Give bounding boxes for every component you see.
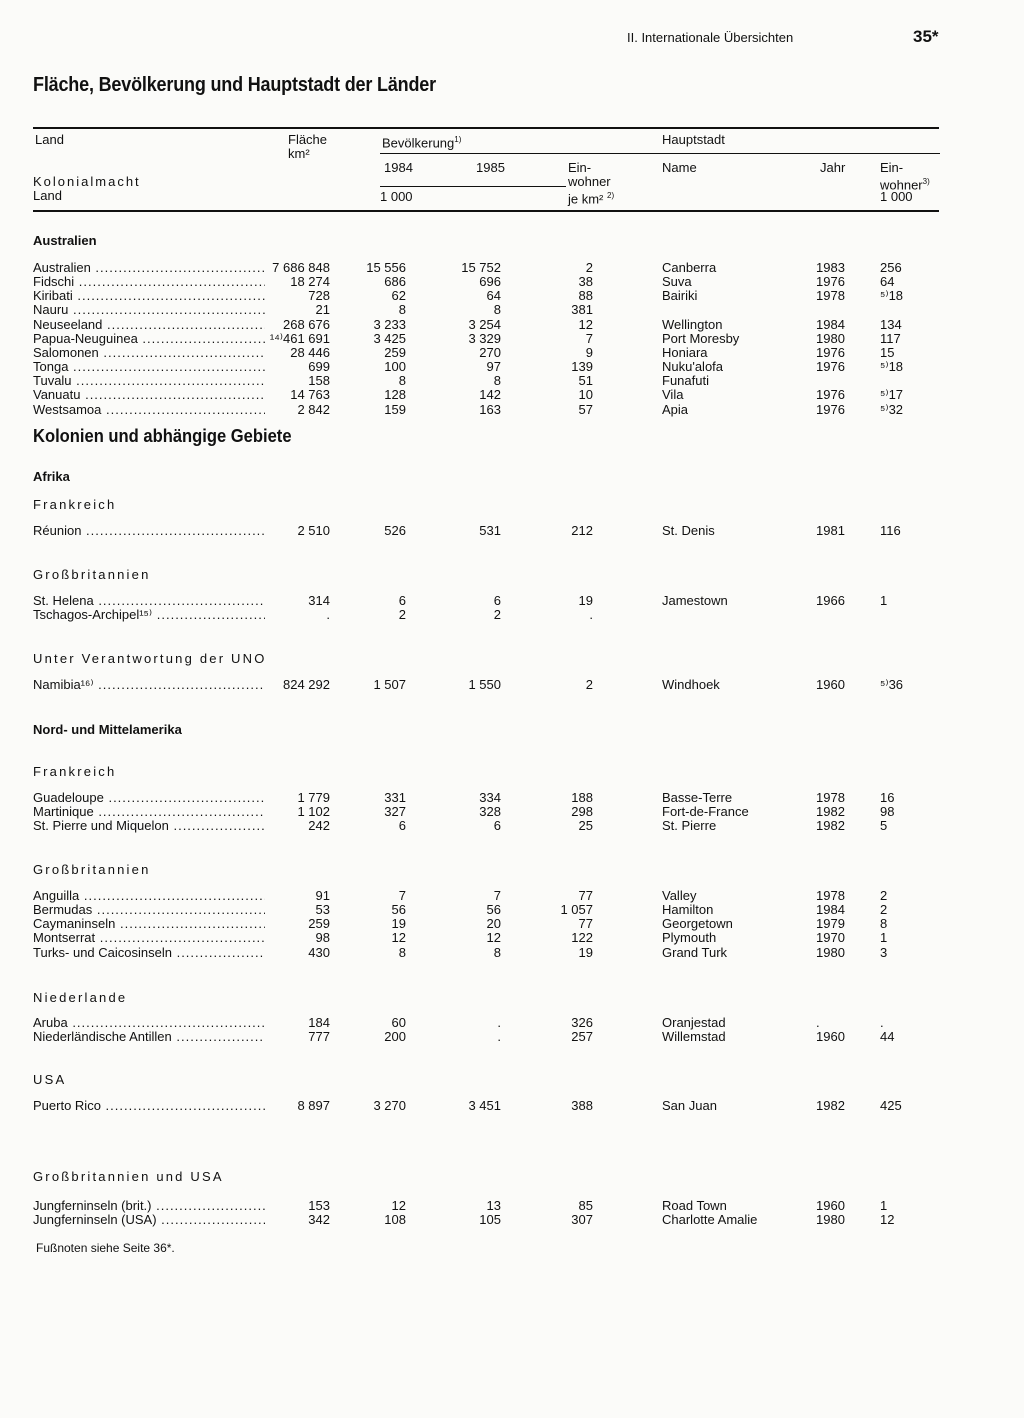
row-area: 28 446 [290, 344, 330, 360]
row-density: 12 [578, 316, 593, 332]
row-country: Puerto Rico ..... [33, 1099, 265, 1113]
row-capital-year: 1978 [816, 288, 845, 304]
table-row [0, 946, 1024, 960]
row-density: 38 [578, 274, 593, 290]
row-pop-1985: 64 [486, 288, 501, 304]
table-row [0, 594, 1024, 608]
row-capital-year: 1976 [816, 401, 845, 417]
row-capital-inhabitants: 256 [880, 260, 902, 275]
row-capital-inhabitants: ⁵⁾18 [880, 288, 904, 304]
row-area: 2 842 [297, 401, 330, 417]
row-capital-inhabitants: 16 [880, 790, 895, 805]
row-density: 51 [578, 373, 593, 389]
row-area: 14 763 [290, 387, 330, 403]
row-country: Salomonen ..... [33, 346, 265, 360]
table-row [0, 1030, 1024, 1044]
row-density: . [589, 607, 593, 623]
footnote-marker: 2) [607, 191, 615, 200]
table-row [0, 524, 1024, 538]
footnote-marker: 1) [454, 135, 462, 144]
row-country: Réunion ..... [33, 524, 265, 538]
col-1985: 1985 [476, 160, 505, 175]
col-inh-1: Ein- [880, 160, 904, 175]
table-row [0, 819, 1024, 833]
row-pop-1985: 56 [486, 902, 501, 918]
row-density: 326 [571, 1015, 593, 1030]
table-row [0, 374, 1024, 388]
row-pop-1985: . [497, 1015, 501, 1030]
row-capital: Fort-de-France [662, 804, 749, 820]
row-capital-year: 1984 [816, 902, 845, 918]
row-capital: Bairiki [662, 288, 698, 304]
row-country: Neuseeland ..... [33, 318, 265, 332]
row-density: 212 [571, 523, 593, 538]
row-capital-inhabitants: . [880, 1015, 884, 1030]
row-density: 57 [578, 401, 593, 417]
row-pop-1985: 20 [486, 916, 501, 932]
row-area: 777 [308, 1029, 330, 1045]
row-density: 10 [578, 387, 593, 403]
row-country: Niederländische Antillen ..... [33, 1030, 265, 1044]
row-pop-1985: 6 [493, 818, 501, 834]
top-rule [33, 127, 939, 129]
row-area: 268 676 [283, 316, 330, 332]
row-pop-1985: 3 254 [468, 316, 501, 332]
col-1984: 1984 [384, 160, 413, 175]
row-country: Aruba ..... [33, 1016, 265, 1030]
row-capital: Oranjestad [662, 1015, 726, 1030]
table-row [0, 303, 1024, 317]
row-density: 2 [585, 677, 593, 692]
row-pop-1984: 15 556 [366, 260, 406, 275]
col-bevoelkerung [382, 133, 461, 150]
row-capital-inhabitants: 2 [880, 888, 888, 903]
table-row [0, 805, 1024, 819]
row-pop-1984: 8 [398, 944, 406, 960]
table-row [0, 388, 1024, 402]
row-country: Anguilla ..... [33, 889, 265, 903]
col-inh-label: wohner [880, 177, 923, 193]
row-country: Caymaninseln ..... [33, 917, 265, 931]
row-density: 88 [578, 288, 593, 304]
group-grossbritannien: Großbritannien [33, 862, 151, 877]
row-pop-1985: 334 [479, 790, 501, 805]
col-flaeche: Fläche [288, 132, 328, 147]
row-area: 430 [308, 944, 330, 960]
row-capital-year: 1982 [816, 818, 845, 834]
row-country: Australien ..... [33, 261, 265, 275]
row-pop-1985: 531 [479, 523, 501, 538]
row-capital-inhabitants: 116 [880, 523, 901, 538]
row-density: 25 [578, 818, 593, 834]
row-capital: Valley [662, 888, 697, 903]
row-capital: San Juan [662, 1098, 717, 1113]
row-capital: Apia [662, 401, 689, 417]
row-area: 259 [308, 916, 330, 932]
row-country: Westsamoa ..... [33, 403, 265, 417]
col-hauptstadt: Hauptstadt [662, 132, 725, 147]
row-capital-year: 1976 [816, 274, 845, 290]
col-bevoelkerung-label: Bevölkerung [382, 135, 455, 151]
row-capital: Canberra [662, 260, 717, 275]
row-capital: Windhoek [662, 677, 720, 692]
row-area: 153 [308, 1198, 330, 1213]
row-capital-inhabitants: 8 [880, 916, 888, 932]
table-row [0, 403, 1024, 417]
row-area: 699 [308, 359, 330, 375]
row-country: Martinique ..... [33, 805, 265, 819]
row-capital-year: 1982 [816, 1098, 845, 1113]
row-density: 381 [571, 302, 593, 318]
row-capital-year: 1966 [816, 593, 845, 608]
row-pop-1984: 8 [398, 302, 406, 318]
row-capital-year: 1960 [816, 1198, 845, 1213]
row-pop-1984: 686 [384, 274, 406, 290]
row-capital-inhabitants: 3 [880, 944, 888, 960]
row-country: Fidschi ..... [33, 275, 265, 289]
row-area: 8 897 [297, 1098, 330, 1113]
row-capital: Jamestown [662, 593, 728, 608]
row-capital-year: 1984 [816, 316, 845, 332]
row-area: 7 686 848 [272, 260, 330, 275]
row-density: 77 [578, 916, 593, 932]
table-row [0, 360, 1024, 374]
row-capital-inhabitants: ⁵⁾36 [880, 677, 904, 692]
row-country: Papua-Neuguinea ..... [33, 332, 265, 346]
table-row [0, 917, 1024, 931]
row-pop-1985: 12 [486, 930, 501, 946]
group-uno: Unter Verantwortung der UNO [33, 651, 267, 666]
row-capital-inhabitants: 44 [880, 1029, 895, 1045]
col-inh-unit: 1 000 [880, 189, 913, 204]
table-row [0, 1099, 1024, 1113]
row-country: Jungferninseln (USA) ..... [33, 1213, 265, 1227]
row-pop-1984: 159 [384, 401, 406, 417]
row-pop-1985: 270 [479, 344, 501, 360]
row-pop-1985: 3 329 [468, 330, 501, 346]
group-niederlande: Niederlande [33, 990, 128, 1005]
col-kolonialmacht: Kolonialmacht [33, 174, 141, 189]
row-capital-inhabitants: 117 [880, 330, 901, 346]
row-capital: St. Denis [662, 523, 715, 538]
table-row [0, 678, 1024, 692]
row-pop-1985: 97 [486, 359, 501, 375]
row-pop-1984: 7 [398, 888, 406, 903]
row-pop-1985: 13 [486, 1198, 501, 1213]
row-capital-year: 1980 [816, 944, 845, 960]
row-capital-inhabitants: ⁵⁾18 [880, 359, 904, 375]
row-area: 2 510 [297, 523, 330, 538]
row-pop-1984: 100 [384, 359, 406, 375]
table-row [0, 261, 1024, 275]
row-capital-year: 1983 [816, 260, 845, 275]
row-pop-1984: 2 [398, 607, 406, 623]
row-capital-inhabitants: 98 [880, 804, 895, 820]
heading-nordamerika: Nord- und Mittelamerika [33, 722, 182, 737]
group-frankreich: Frankreich [33, 764, 117, 779]
row-pop-1984: 6 [398, 818, 406, 834]
row-capital: Nuku'alofa [662, 359, 724, 375]
table-row [0, 889, 1024, 903]
row-pop-1985: 1 550 [468, 677, 501, 692]
row-capital: Charlotte Amalie [662, 1212, 758, 1228]
row-area: 342 [308, 1212, 330, 1228]
row-pop-1984: 331 [384, 790, 406, 805]
heading-afrika: Afrika [33, 469, 70, 484]
row-country: Bermudas ..... [33, 903, 265, 917]
row-capital-inhabitants: 1 [880, 1198, 888, 1213]
row-area: 728 [308, 288, 330, 304]
col-land-2: Land [33, 188, 62, 203]
row-pop-1984: 259 [384, 344, 406, 360]
subheader-rule [380, 153, 940, 154]
col-density-3 [568, 189, 614, 206]
table-row [0, 318, 1024, 332]
row-country: Kiribati ..... [33, 289, 265, 303]
row-capital-inhabitants: 1 [880, 930, 888, 946]
pop-rule [380, 186, 566, 187]
row-capital-year: 1980 [816, 330, 845, 346]
row-country: Tuvalu ..... [33, 374, 265, 388]
row-capital-year: 1960 [816, 677, 845, 692]
col-jahr: Jahr [820, 160, 846, 175]
row-country: Montserrat ..... [33, 931, 265, 945]
row-capital-year: 1976 [816, 359, 845, 375]
row-density: 2 [585, 260, 593, 275]
row-pop-1984: 1 507 [373, 677, 406, 692]
heading-australien: Australien [33, 233, 97, 248]
table-row [0, 903, 1024, 917]
row-density: 9 [585, 344, 593, 360]
row-pop-1984: 200 [384, 1029, 406, 1045]
row-pop-1985: 2 [493, 607, 501, 623]
row-area: 91 [315, 888, 330, 903]
row-area: 18 274 [290, 274, 330, 290]
row-capital: Suva [662, 274, 692, 290]
row-pop-1985: 163 [479, 401, 501, 417]
row-density: 139 [571, 359, 593, 375]
group-frankreich: Frankreich [33, 497, 117, 512]
row-capital-year: 1981 [816, 523, 845, 538]
row-pop-1984: 56 [391, 902, 406, 918]
row-country: Guadeloupe ..... [33, 791, 265, 805]
header-bottom-rule [33, 210, 939, 212]
row-area: 1 779 [297, 790, 330, 805]
row-capital: Basse-Terre [662, 790, 733, 805]
row-pop-1984: 19 [391, 916, 406, 932]
row-capital: Honiara [662, 344, 708, 360]
row-density: 188 [571, 790, 593, 805]
row-pop-1984: 3 425 [373, 330, 406, 346]
row-capital-inhabitants: 5 [880, 818, 888, 834]
row-pop-1985: 15 752 [461, 260, 501, 275]
row-capital-year: 1978 [816, 888, 845, 903]
col-name: Name [662, 160, 697, 175]
row-area: 53 [315, 902, 330, 918]
col-density-1: Ein- [568, 160, 592, 175]
row-capital-inhabitants: 1 [880, 593, 888, 608]
row-capital: Hamilton [662, 902, 714, 918]
row-capital-year: 1976 [816, 387, 845, 403]
row-area: 242 [308, 818, 330, 834]
row-pop-1984: 6 [398, 593, 406, 608]
row-pop-1985: 7 [493, 888, 501, 903]
row-capital-year: 1980 [816, 1212, 845, 1228]
row-capital: St. Pierre [662, 818, 717, 834]
row-density: 7 [585, 330, 593, 346]
group-usa: USA [33, 1072, 67, 1087]
row-capital-inhabitants: 134 [880, 316, 902, 332]
row-capital: Willemstad [662, 1029, 726, 1045]
row-capital: Wellington [662, 316, 723, 332]
row-pop-1985: 8 [493, 302, 501, 318]
row-area: 158 [308, 373, 330, 389]
row-pop-1984: 526 [384, 523, 406, 538]
table-row [0, 1016, 1024, 1030]
footnote-marker: 3) [922, 177, 930, 186]
page-title: Fläche, Bevölkerung und Hauptstadt der Länder [33, 74, 436, 96]
table-row [0, 1199, 1024, 1213]
row-area: 824 292 [283, 677, 330, 692]
row-density: 298 [571, 804, 593, 820]
row-density: 19 [578, 944, 593, 960]
row-capital-year: . [816, 1015, 820, 1030]
table-row [0, 275, 1024, 289]
row-pop-1985: 328 [479, 804, 501, 820]
row-area: 184 [308, 1015, 330, 1030]
row-capital-inhabitants: 12 [880, 1212, 895, 1228]
row-pop-1985: 696 [479, 274, 501, 290]
row-capital: Port Moresby [662, 330, 740, 346]
row-pop-1985: 142 [479, 387, 501, 403]
row-area: . [326, 607, 330, 623]
row-capital-inhabitants: ⁵⁾17 [880, 387, 904, 403]
footnote-reference: Fußnoten siehe Seite 36*. [36, 1241, 175, 1255]
row-density: 307 [571, 1212, 593, 1228]
row-pop-1984: 3 270 [373, 1098, 406, 1113]
row-density: 77 [578, 888, 593, 903]
col-density-label: je km² [568, 191, 604, 207]
row-capital-year: 1960 [816, 1029, 845, 1045]
table-row [0, 931, 1024, 945]
row-capital: Plymouth [662, 930, 717, 946]
row-country: St. Helena ..... [33, 594, 265, 608]
row-country: Jungferninseln (brit.) ..... [33, 1199, 265, 1213]
row-density: 19 [578, 593, 593, 608]
row-pop-1984: 108 [384, 1212, 406, 1228]
row-country: Vanuatu ..... [33, 388, 265, 402]
row-country: Tonga ..... [33, 360, 265, 374]
row-pop-1984: 12 [391, 930, 406, 946]
row-country: Turks- und Caicosinseln ..... [33, 946, 265, 960]
row-pop-1985: 8 [493, 944, 501, 960]
row-capital: Vila [662, 387, 684, 403]
row-density: 388 [571, 1098, 593, 1113]
row-capital-inhabitants: ⁵⁾32 [880, 401, 904, 417]
row-density: 1 057 [560, 902, 593, 918]
row-capital: Road Town [662, 1198, 727, 1213]
table-row [0, 346, 1024, 360]
row-pop-1984: 8 [398, 373, 406, 389]
row-pop-1985: 6 [493, 593, 501, 608]
row-capital-year: 1970 [816, 930, 845, 946]
row-pop-1985: . [497, 1029, 501, 1045]
col-unit-1000: 1 000 [380, 189, 413, 204]
row-density: 122 [571, 930, 593, 946]
row-capital-year: 1979 [816, 916, 845, 932]
row-pop-1984: 128 [384, 387, 406, 403]
row-area: 314 [308, 593, 330, 608]
row-pop-1984: 12 [391, 1198, 406, 1213]
row-density: 85 [578, 1198, 593, 1213]
row-capital-year: 1982 [816, 804, 845, 820]
table-row [0, 1213, 1024, 1227]
col-flaeche-unit: km² [288, 146, 310, 161]
row-pop-1985: 3 451 [468, 1098, 501, 1113]
row-pop-1984: 327 [384, 804, 406, 820]
row-pop-1985: 105 [479, 1212, 501, 1228]
group-gb-usa: Großbritannien und USA [33, 1169, 224, 1184]
col-density-2: wohner [568, 174, 611, 189]
row-capital-inhabitants: 64 [880, 274, 895, 290]
page-number: 35* [913, 27, 939, 46]
row-capital-year: 1976 [816, 344, 845, 360]
row-country: Namibia¹⁶⁾ ..... [33, 678, 265, 692]
row-capital-inhabitants: 15 [880, 344, 895, 360]
group-grossbritannien: Großbritannien [33, 567, 151, 582]
row-density: 257 [571, 1029, 593, 1045]
col-land: Land [35, 132, 64, 147]
table-row [0, 332, 1024, 346]
row-capital-year: 1978 [816, 790, 845, 805]
row-capital: Funafuti [662, 373, 709, 389]
row-area: 98 [315, 930, 330, 946]
row-pop-1985: 8 [493, 373, 501, 389]
table-row [0, 289, 1024, 303]
running-header: II. Internationale Übersichten [627, 30, 794, 45]
heading-kolonien: Kolonien und abhängige Gebiete [33, 426, 292, 446]
table-row [0, 608, 1024, 622]
row-capital: Grand Turk [662, 944, 728, 960]
row-country: Tschagos-Archipel¹⁵⁾ ..... [33, 608, 265, 622]
row-area: 1 102 [297, 804, 330, 820]
row-capital-inhabitants: 2 [880, 902, 888, 918]
row-country: Nauru ..... [33, 303, 265, 317]
row-area: 21 [315, 302, 330, 318]
row-area: ¹⁴⁾461 691 [269, 330, 330, 346]
row-pop-1984: 60 [391, 1015, 406, 1030]
row-country: St. Pierre und Miquelon ..... [33, 819, 265, 833]
row-capital: Georgetown [662, 916, 733, 932]
row-capital-inhabitants: 425 [880, 1098, 902, 1113]
table-row [0, 791, 1024, 805]
row-pop-1984: 62 [391, 288, 406, 304]
row-pop-1984: 3 233 [373, 316, 406, 332]
